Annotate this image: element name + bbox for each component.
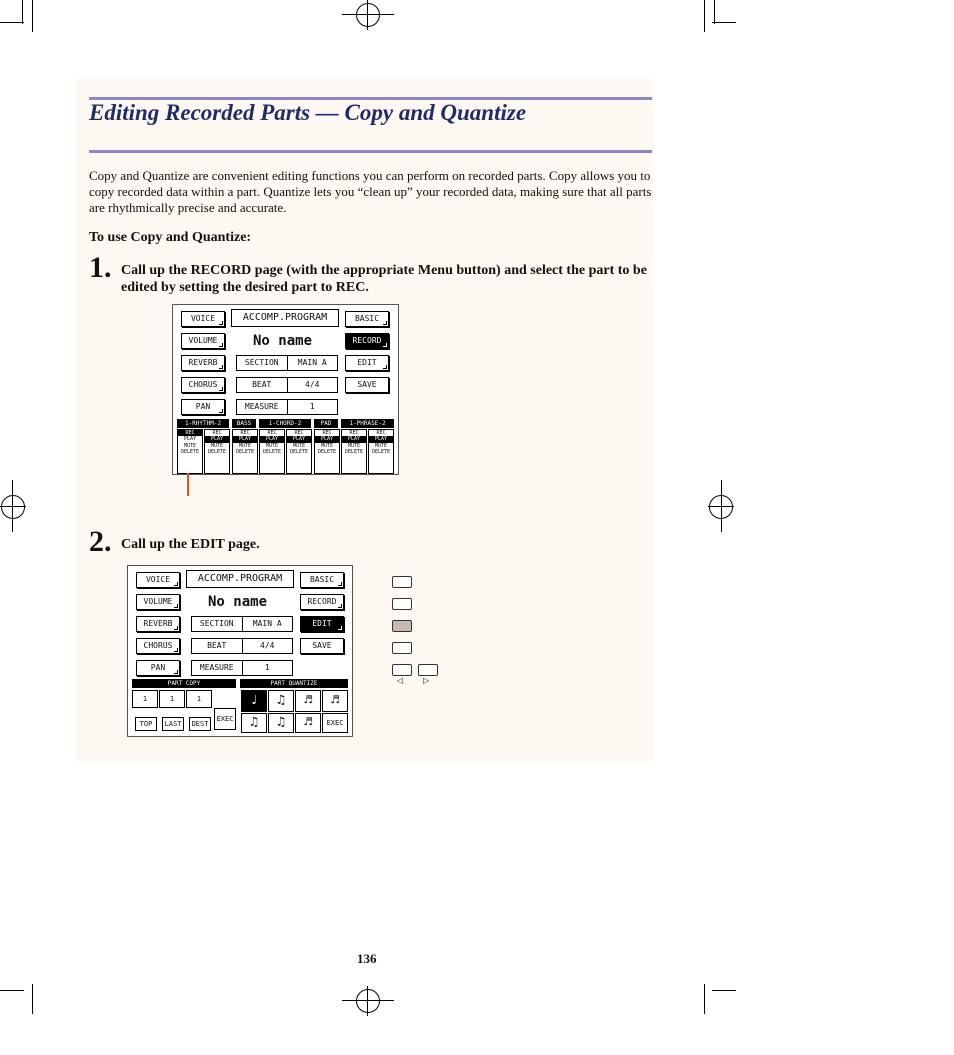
- delete-option[interactable]: DELETE: [207, 449, 227, 456]
- song-name-display: No name: [253, 333, 313, 349]
- quantize-mixed-note-icon[interactable]: ♬: [295, 713, 321, 733]
- part-column-6[interactable]: [314, 429, 340, 474]
- save-button[interactable]: SAVE: [345, 377, 389, 393]
- step-text: Call up the RECORD page (with the appropriate Menu button) and select the part to be edited by setting the desired part to REC.: [121, 263, 647, 295]
- quantize-eighth-triplet-icon[interactable]: ♫: [241, 713, 267, 733]
- delete-option[interactable]: DELETE: [235, 449, 255, 456]
- part-tab-rhythm[interactable]: 1-RHYTHM-2: [177, 419, 229, 428]
- delete-option[interactable]: DELETE: [371, 449, 391, 456]
- part-column-4[interactable]: [259, 429, 285, 474]
- title-rule-bottom: [89, 150, 652, 153]
- page-right-key[interactable]: [418, 664, 438, 676]
- record-button[interactable]: RECORD: [300, 594, 344, 610]
- song-name-display: No name: [208, 594, 268, 610]
- registration-mark-icon: [709, 495, 733, 519]
- part-tab-phrase[interactable]: 1-PHRASE-2: [341, 419, 394, 428]
- section-field[interactable]: [236, 355, 338, 371]
- reverb-button[interactable]: REVERB: [181, 355, 225, 371]
- quantize-sixteenth-note-icon[interactable]: ♬: [295, 690, 321, 712]
- pan-button[interactable]: PAN: [181, 399, 225, 415]
- edit-button[interactable]: EDIT: [300, 616, 344, 632]
- measure-label: MEASURE: [244, 402, 279, 411]
- volume-button[interactable]: VOLUME: [136, 594, 180, 610]
- section-value: MAIN A: [242, 617, 293, 631]
- callout-pointer: [187, 473, 189, 496]
- step-text: Call up the EDIT page.: [121, 537, 260, 552]
- part-quantize-header: PART QUANTIZE: [240, 679, 348, 688]
- crop-mark: [704, 984, 705, 1014]
- step-number: 1.: [89, 251, 112, 284]
- rec-option[interactable]: REC: [240, 430, 250, 436]
- section-value: MAIN A: [287, 356, 338, 370]
- mute-option[interactable]: MUTE: [374, 442, 388, 449]
- menu-key[interactable]: [392, 576, 412, 588]
- page-left-key[interactable]: [392, 664, 412, 676]
- part-column-5[interactable]: [286, 429, 312, 474]
- menu-key[interactable]: [392, 598, 412, 610]
- rec-option[interactable]: REC: [267, 430, 277, 436]
- menu-key-highlighted[interactable]: [392, 620, 412, 632]
- beat-label: BEAT: [252, 380, 272, 389]
- quantize-exec-button[interactable]: EXEC: [322, 713, 348, 733]
- beat-value: 4/4: [287, 378, 338, 392]
- part-tab-pad[interactable]: PAD: [314, 419, 338, 428]
- crop-mark: [32, 984, 33, 1014]
- measure-value: 1: [287, 400, 338, 414]
- rec-option[interactable]: REC: [376, 430, 386, 436]
- save-button[interactable]: SAVE: [300, 638, 344, 654]
- quantize-eighth-note-icon[interactable]: ♫: [268, 690, 294, 712]
- play-option[interactable]: PLAY: [233, 436, 257, 442]
- basic-button[interactable]: BASIC: [345, 311, 389, 327]
- part-column-7[interactable]: [341, 429, 367, 474]
- chorus-button[interactable]: CHORUS: [181, 377, 225, 393]
- delete-option[interactable]: DELETE: [289, 449, 309, 456]
- copy-dest-value[interactable]: 1: [186, 690, 212, 708]
- mute-option[interactable]: MUTE: [238, 442, 252, 449]
- part-tab-chord[interactable]: 1-CHORD-2: [259, 419, 311, 428]
- part-copy-header: PART COPY: [132, 679, 236, 688]
- play-option[interactable]: PLAY: [342, 436, 366, 442]
- beat-label: BEAT: [207, 641, 227, 650]
- mute-option[interactable]: MUTE: [210, 442, 224, 449]
- rec-option[interactable]: REC: [178, 430, 202, 436]
- play-option[interactable]: PLAY: [260, 436, 284, 442]
- voice-button[interactable]: VOICE: [181, 311, 225, 327]
- copy-last-value[interactable]: 1: [159, 690, 185, 708]
- rec-option[interactable]: REC: [294, 430, 304, 436]
- part-column-3[interactable]: [232, 429, 258, 474]
- quantize-quarter-note-icon[interactable]: ♩: [241, 690, 267, 712]
- page-title: Editing Recorded Parts — Copy and Quantize: [89, 100, 527, 125]
- play-option[interactable]: PLAY: [315, 436, 339, 442]
- measure-field[interactable]: [236, 399, 338, 415]
- beat-field[interactable]: [236, 377, 338, 393]
- voice-button[interactable]: VOICE: [136, 572, 180, 588]
- step-number: 2.: [89, 525, 112, 558]
- crop-mark: [714, 0, 715, 24]
- copy-exec-button[interactable]: EXEC: [214, 708, 236, 730]
- delete-option[interactable]: DELETE: [317, 449, 337, 456]
- volume-button[interactable]: VOLUME: [181, 333, 225, 349]
- play-option[interactable]: PLAY: [183, 436, 197, 443]
- play-option[interactable]: PLAY: [287, 436, 311, 442]
- beat-value: 4/4: [242, 639, 293, 653]
- registration-mark-icon: [356, 3, 380, 27]
- crop-mark: [32, 0, 33, 32]
- copy-top-button[interactable]: TOP: [135, 717, 157, 731]
- chorus-button[interactable]: CHORUS: [136, 638, 180, 654]
- record-button[interactable]: RECORD: [345, 333, 389, 349]
- beat-field[interactable]: [191, 638, 293, 654]
- quantize-sixteenth-triplet-icon[interactable]: ♫: [268, 713, 294, 733]
- copy-dest-button[interactable]: DEST: [189, 717, 211, 731]
- part-tab-bass[interactable]: BASS: [232, 419, 256, 428]
- measure-label: MEASURE: [199, 663, 234, 672]
- section-label: SECTION: [244, 358, 279, 367]
- mute-option[interactable]: MUTE: [320, 442, 334, 449]
- crop-mark: [712, 990, 736, 991]
- mute-option[interactable]: MUTE: [347, 442, 361, 449]
- measure-value: 1: [242, 661, 293, 675]
- rec-option[interactable]: REC: [322, 430, 332, 436]
- mute-option[interactable]: MUTE: [265, 442, 279, 449]
- crop-mark: [22, 0, 23, 24]
- copy-top-value[interactable]: 1: [132, 690, 158, 708]
- crop-mark: [704, 0, 705, 32]
- play-option[interactable]: PLAY: [369, 436, 393, 442]
- play-option[interactable]: PLAY: [205, 436, 229, 442]
- right-arrow-icon: ▷: [423, 676, 430, 685]
- subheading: To use Copy and Quantize:: [89, 230, 252, 245]
- mute-option[interactable]: MUTE: [183, 442, 197, 449]
- quantize-thirtysecond-note-icon[interactable]: ♬: [322, 690, 348, 712]
- program-name-display[interactable]: ACCOMP.PROGRAM: [186, 570, 294, 588]
- crop-mark: [0, 990, 24, 991]
- rec-option[interactable]: REC: [349, 430, 359, 436]
- section-field[interactable]: [191, 616, 293, 632]
- delete-option[interactable]: DELETE: [180, 449, 200, 456]
- page-number: 136: [357, 951, 377, 966]
- part-copy-area: [132, 688, 236, 732]
- part-quantize-area: [240, 688, 348, 732]
- menu-key[interactable]: [392, 642, 412, 654]
- delete-option[interactable]: DELETE: [262, 449, 282, 456]
- delete-option[interactable]: DELETE: [344, 449, 364, 456]
- reverb-button[interactable]: REVERB: [136, 616, 180, 632]
- section-label: SECTION: [199, 619, 234, 628]
- copy-last-button[interactable]: LAST: [162, 717, 184, 731]
- part-column-8[interactable]: [368, 429, 394, 474]
- registration-mark-icon: [1, 495, 25, 519]
- registration-mark-icon: [356, 989, 380, 1013]
- left-arrow-icon: ◁: [397, 676, 404, 685]
- crop-mark: [712, 22, 736, 23]
- intro-paragraph: Copy and Quantize are convenient editing functions you can perform on recorded parts. Copy allows you to copy recorded data within a part. Quantize lets you “clean up” your recorded data, making sure that all parts are rhythmically precise and accurate.: [89, 168, 652, 215]
- part-column-2[interactable]: [204, 429, 230, 474]
- edit-button[interactable]: EDIT: [345, 355, 389, 371]
- measure-field[interactable]: [191, 660, 293, 676]
- program-name-display[interactable]: ACCOMP.PROGRAM: [231, 309, 339, 327]
- lcd-record-page: [172, 304, 399, 475]
- part-column-1[interactable]: [177, 429, 203, 474]
- rec-option[interactable]: REC: [212, 430, 222, 436]
- pan-button[interactable]: PAN: [136, 660, 180, 676]
- crop-mark: [0, 22, 24, 23]
- basic-button[interactable]: BASIC: [300, 572, 344, 588]
- lcd-edit-page: [127, 565, 353, 737]
- mute-option[interactable]: MUTE: [292, 442, 306, 449]
